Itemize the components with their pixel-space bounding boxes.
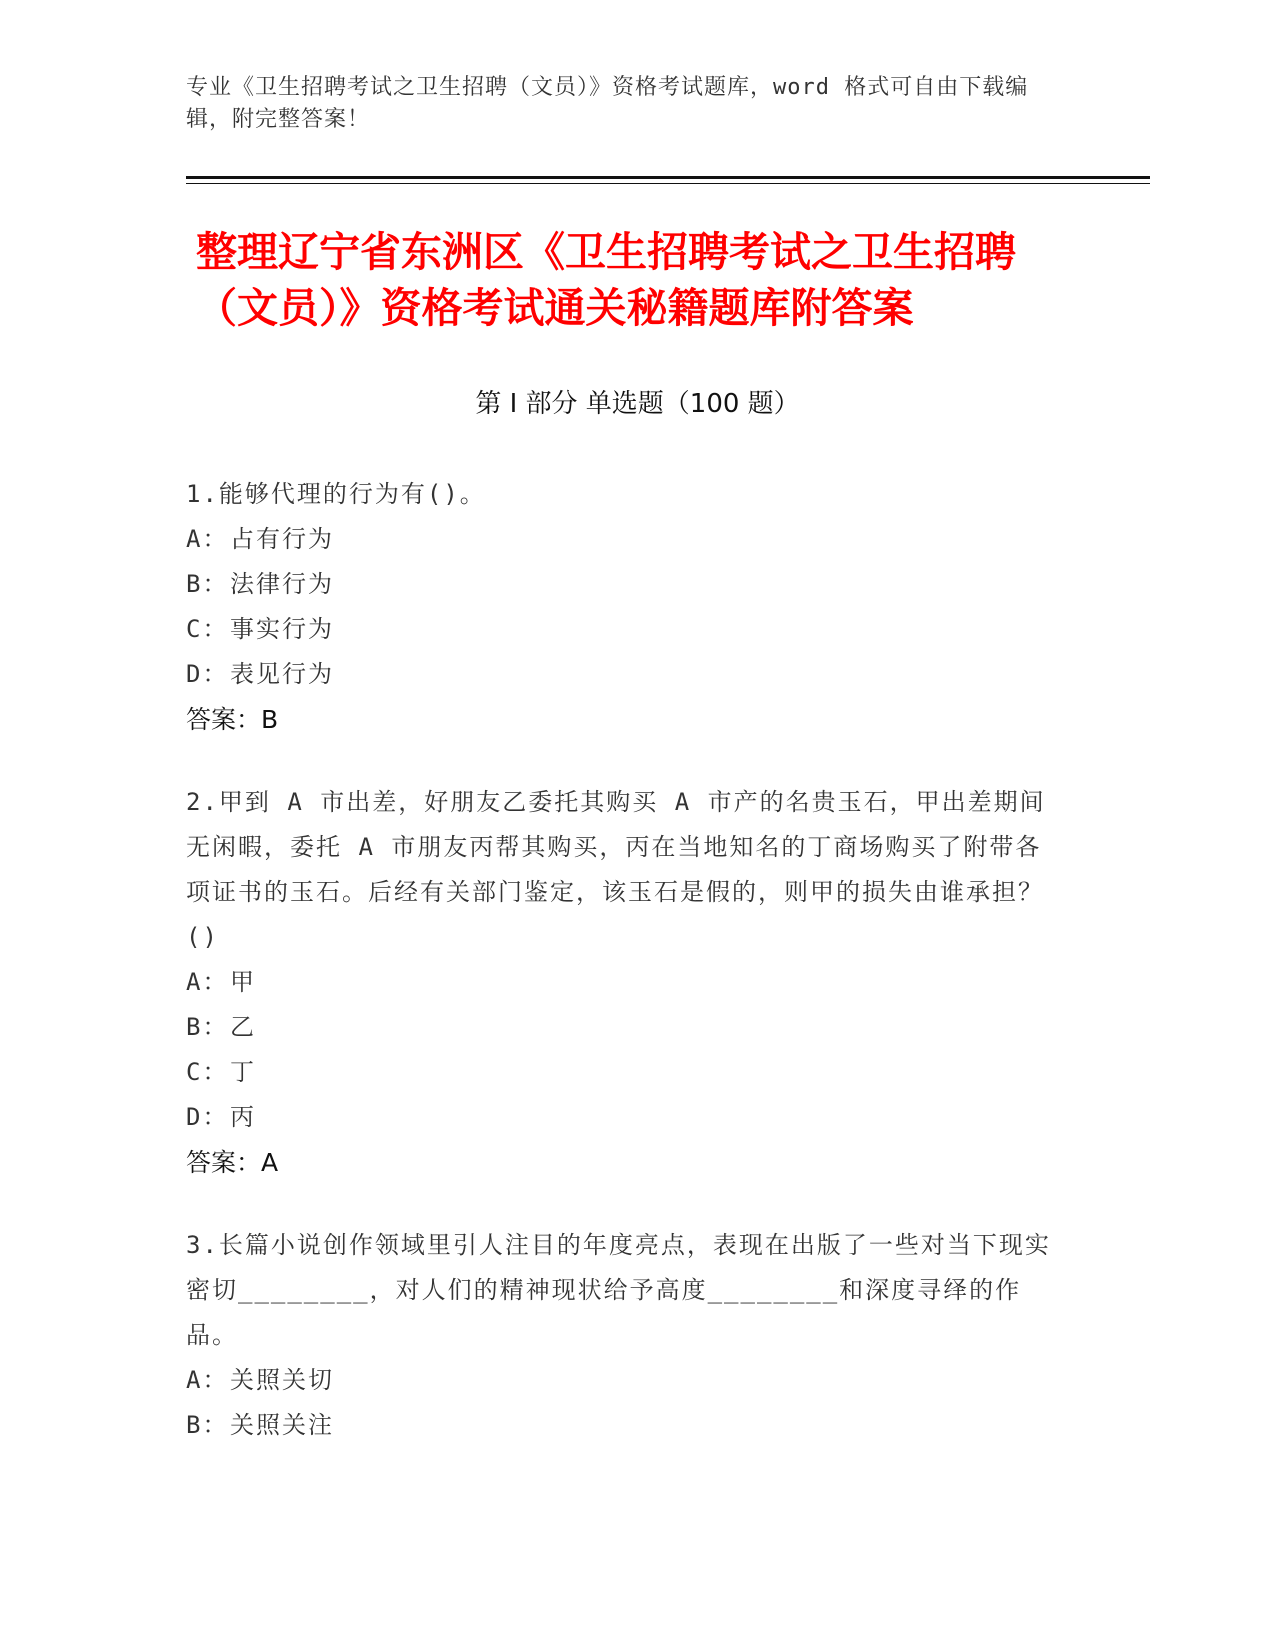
question-item <box>186 472 1066 742</box>
option-b <box>186 562 1066 607</box>
option-key: D： <box>186 1103 229 1131</box>
option-key: B： <box>186 570 229 598</box>
question-text: 1.能够代理的行为有()。 <box>186 480 486 508</box>
option-text: 占有行为 <box>230 525 334 553</box>
header-divider-thick <box>186 176 1150 179</box>
option-text: 法律行为 <box>230 570 334 598</box>
option-text: 丙 <box>230 1103 256 1131</box>
option-text: 事实行为 <box>230 615 334 643</box>
option-a <box>186 960 1066 1005</box>
option-c <box>186 1050 1066 1095</box>
question-text: 3.长篇小说创作领域里引人注目的年度亮点，表现在出版了一些对当下现实密切________，对人们的精神现状给予高度________和深度寻绎的作品。 <box>186 1231 1051 1349</box>
header-note: 专业《卫生招聘考试之卫生招聘（文员）》资格考试题库，word 格式可自由下载编辑，附完整答案！ <box>186 75 1029 132</box>
option-key: A： <box>186 1366 229 1394</box>
option-a <box>186 517 1066 562</box>
option-c <box>186 607 1066 652</box>
option-text: 乙 <box>230 1013 256 1041</box>
option-a <box>186 1358 1066 1403</box>
option-key: A： <box>186 968 229 996</box>
option-key: C： <box>186 615 229 643</box>
answer-label: 答案：A <box>186 1148 279 1177</box>
option-text: 关照关切 <box>230 1366 334 1394</box>
header-divider-thin <box>186 183 1150 184</box>
question-text: 2.甲到 A 市出差，好朋友乙委托其购买 A 市产的名贵玉石，甲出差期间无闲暇，委托 A 市朋友丙帮其购买，丙在当地知名的丁商场购买了附带各项证书的玉石。后经有关部门鉴定，该玉石是假的，则甲的损失由谁承担？() <box>186 788 1046 951</box>
answer-label: 答案：B <box>186 705 279 734</box>
section-heading: 第 I 部分 单选题（100 题） <box>475 389 800 419</box>
option-key: B： <box>186 1411 229 1439</box>
option-b <box>186 1005 1066 1050</box>
question-item <box>186 780 1066 1185</box>
option-key: C： <box>186 1058 229 1086</box>
document-title: 整理辽宁省东洲区《卫生招聘考试之卫生招聘（文员）》资格考试通关秘籍题库附答案 <box>196 228 1016 332</box>
option-text: 关照关注 <box>230 1411 334 1439</box>
option-key: B： <box>186 1013 229 1041</box>
option-key: A： <box>186 525 229 553</box>
option-text: 丁 <box>230 1058 256 1086</box>
option-d <box>186 1095 1066 1140</box>
option-key: D： <box>186 660 229 688</box>
option-d <box>186 652 1066 697</box>
question-item <box>186 1223 1066 1448</box>
option-text: 甲 <box>230 968 256 996</box>
option-text: 表见行为 <box>230 660 334 688</box>
question-list <box>186 472 1066 1486</box>
option-b <box>186 1403 1066 1448</box>
